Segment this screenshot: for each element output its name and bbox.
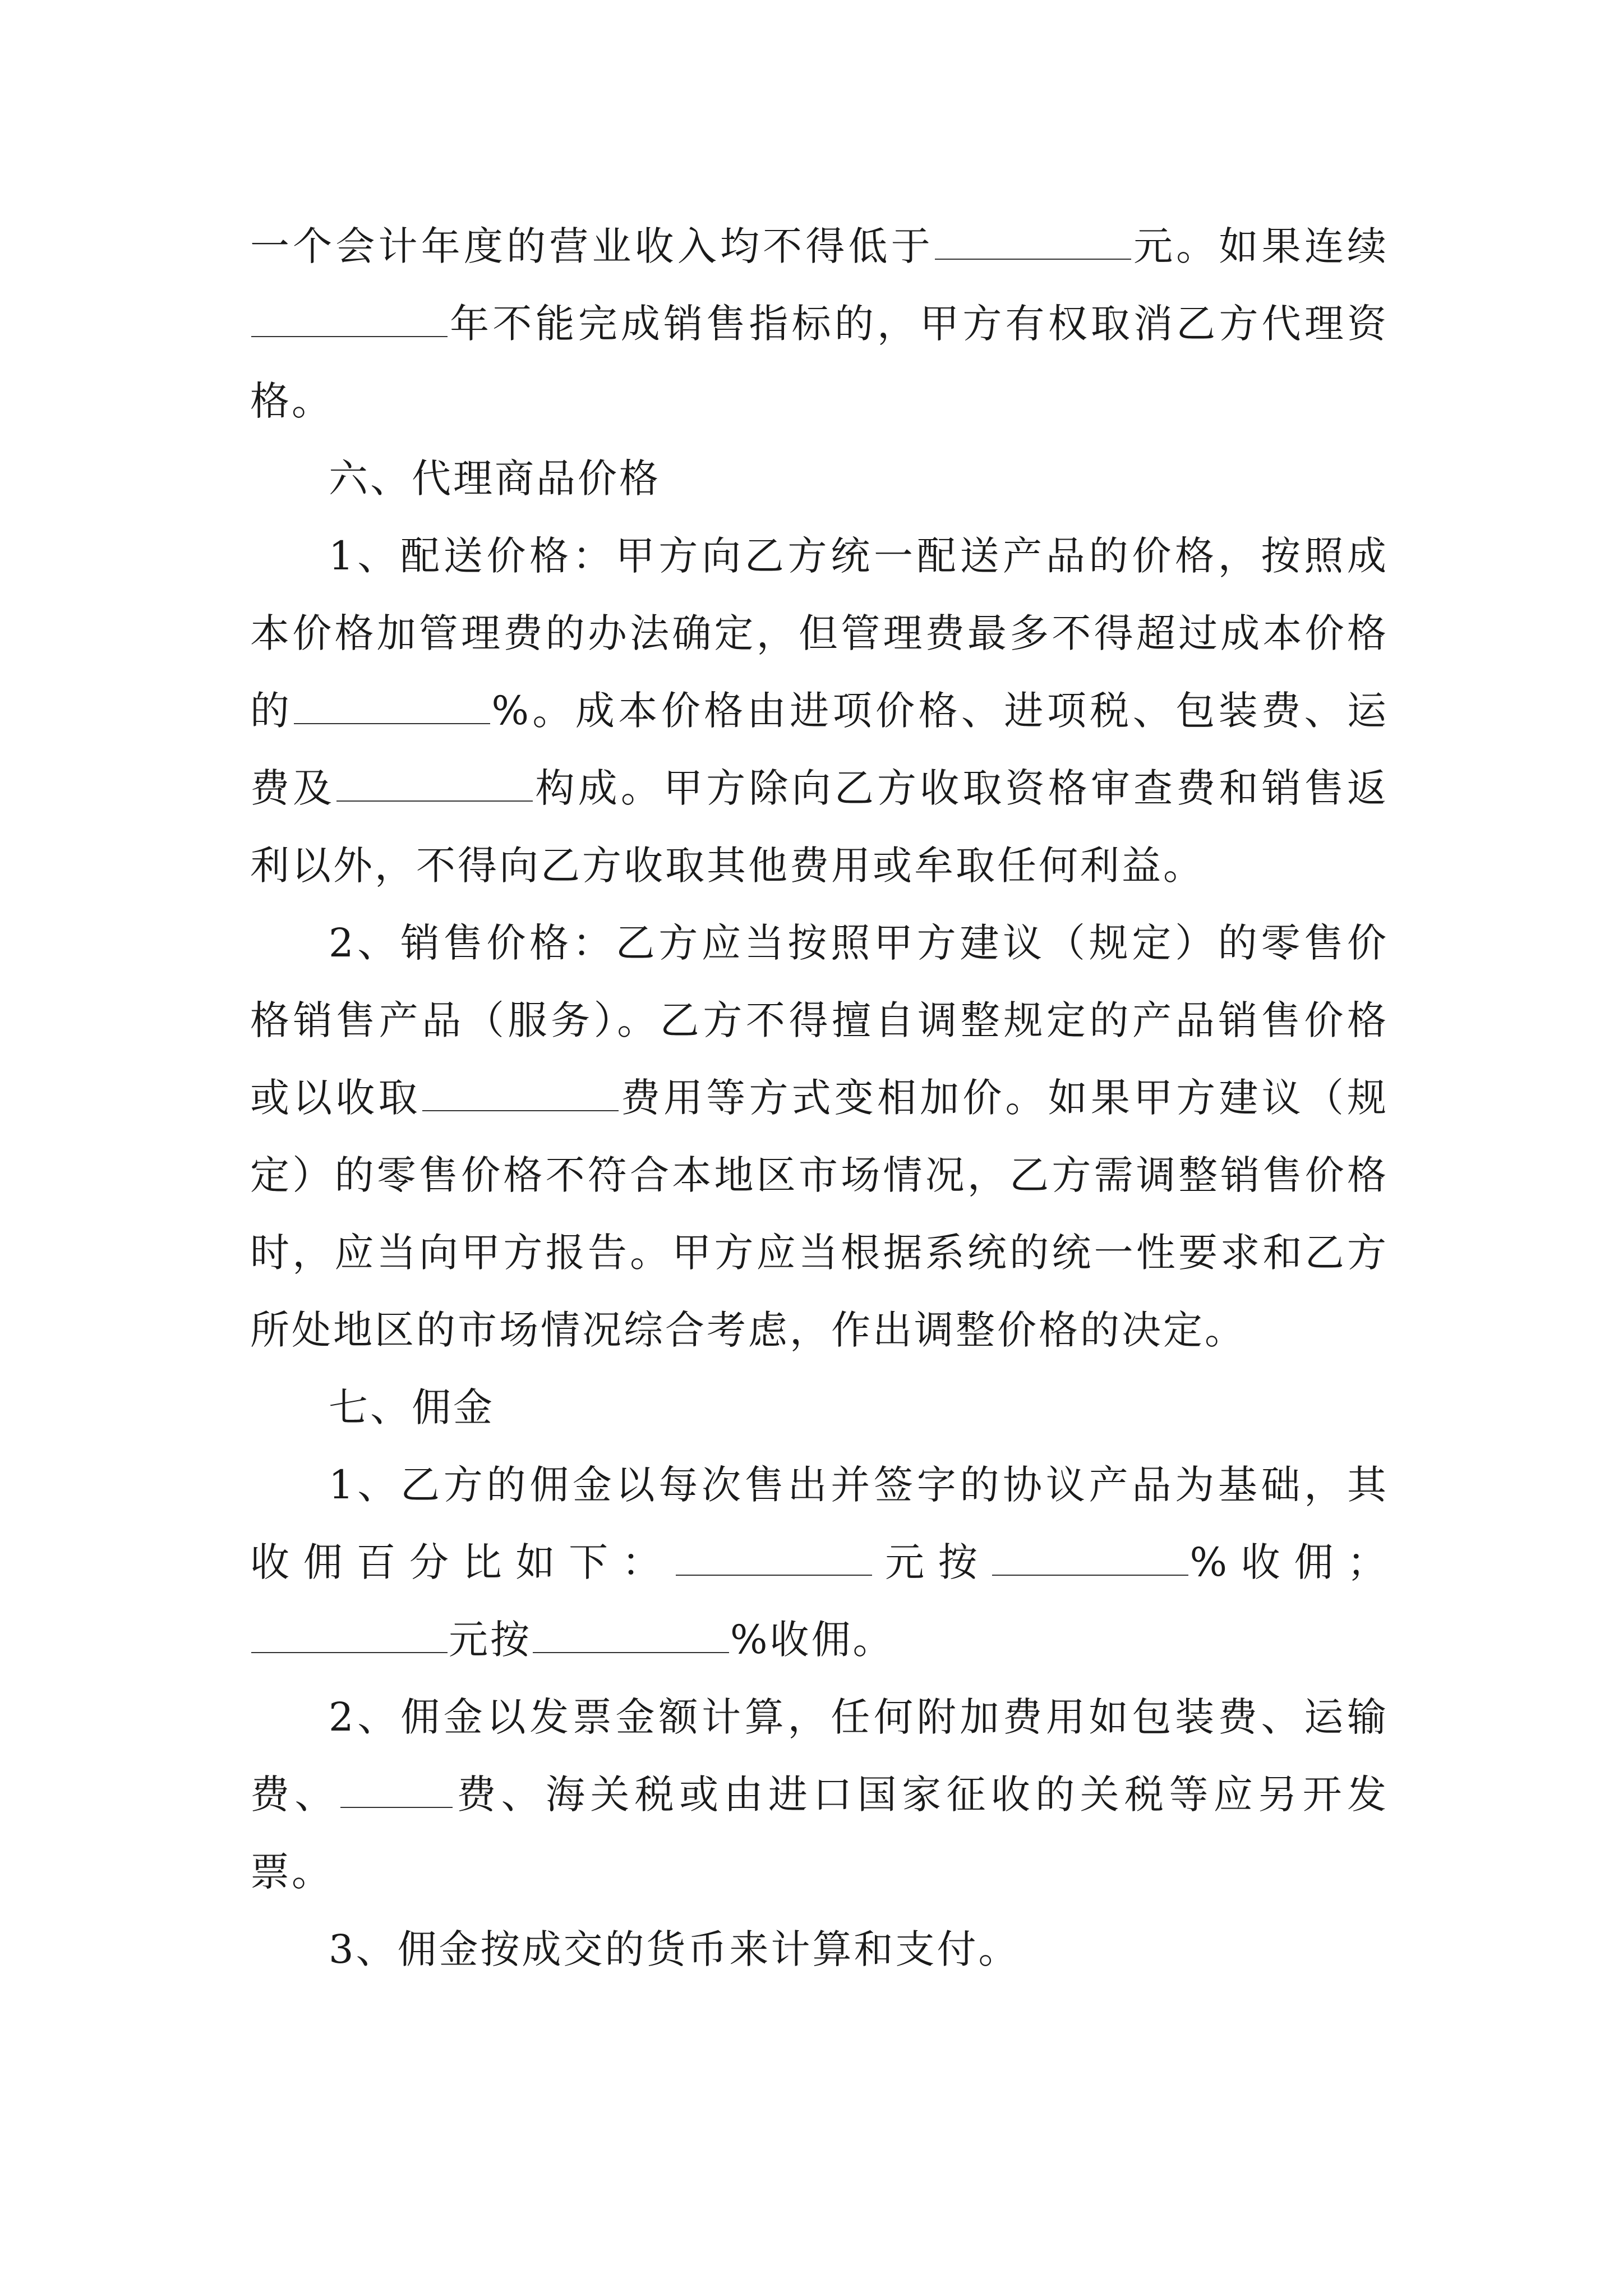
section-heading-7: 七、佣金 (329, 1384, 495, 1430)
fill-blank (676, 1541, 872, 1576)
text-segment: 元按 (449, 1617, 532, 1663)
paragraph-commission-currency: 3、佣金按成交的货币来计算和支付。 (329, 1926, 1020, 1972)
text-segment: 2、销售价格：乙方应当按照甲方建议（规定）的零售价格销售产品（服务）。乙方不得擅自调整规定的产品销售价格或以收取 (250, 920, 1389, 1121)
fill-blank (251, 302, 448, 337)
text-segment: 1、乙方的佣金以每次售出并签字的协议产品为基础，其收佣百分比如下： (250, 1462, 1389, 1585)
text-segment: 费用等方式变相加价。如果甲方建议（规定）的零售价格不符合本地区市场情况，乙方需调整销售价格时，应当向甲方报告。甲方应当根据系统的统一性要求和乙方所处地区的市场情况综合考虑，作出调整价格的决定。 (250, 1075, 1389, 1353)
paragraph-commission-invoice (250, 1678, 1389, 1911)
fill-blank (533, 1618, 729, 1653)
text-segment: %收佣。 (730, 1617, 895, 1663)
fill-blank (422, 1076, 619, 1111)
paragraph-commission-rate (250, 1446, 1389, 1678)
paragraph-sales-price (250, 904, 1389, 1369)
text-segment: %收佣； (1189, 1539, 1389, 1585)
text-segment: 1、配送价格：甲方向乙方统一配送产品的价格，按照成本价格加管理费的办法确定，但管理费最多不得超过成本价格的 (250, 533, 1389, 734)
fill-blank (336, 767, 533, 802)
text-segment: 一个会计年度的营业收入均不得低于 (250, 223, 934, 269)
paragraph-delivery-price (250, 517, 1389, 904)
text-segment: 元按 (873, 1539, 992, 1585)
document-body (250, 208, 1389, 1988)
fill-blank (251, 1618, 448, 1653)
fill-blank (935, 225, 1131, 260)
fill-blank (294, 689, 490, 724)
section-heading-6: 六、代理商品价格 (329, 455, 661, 501)
fill-blank (992, 1541, 1188, 1576)
text-segment: 费、海关税或由进口国家征收的关税等应另开发票。 (250, 1772, 1389, 1895)
text-segment: 年不能完成销售指标的，甲方有权取消乙方代理资格。 (250, 301, 1389, 424)
text-segment: 元。如果连续 (1132, 223, 1389, 269)
text-segment: 构成。甲方除向乙方收取资格审查费和销售返利以外，不得向乙方收取其他费用或牟取任何利益。 (250, 765, 1389, 889)
text-segment: 2、佣金以发票金额计算，任何附加费用如包装费、运输费、 (250, 1694, 1389, 1818)
fill-blank (340, 1773, 453, 1808)
text-segment: %。成本价格由进项价格、进项税、包装费、运费及 (250, 688, 1389, 811)
paragraph-sales-target (250, 208, 1389, 440)
